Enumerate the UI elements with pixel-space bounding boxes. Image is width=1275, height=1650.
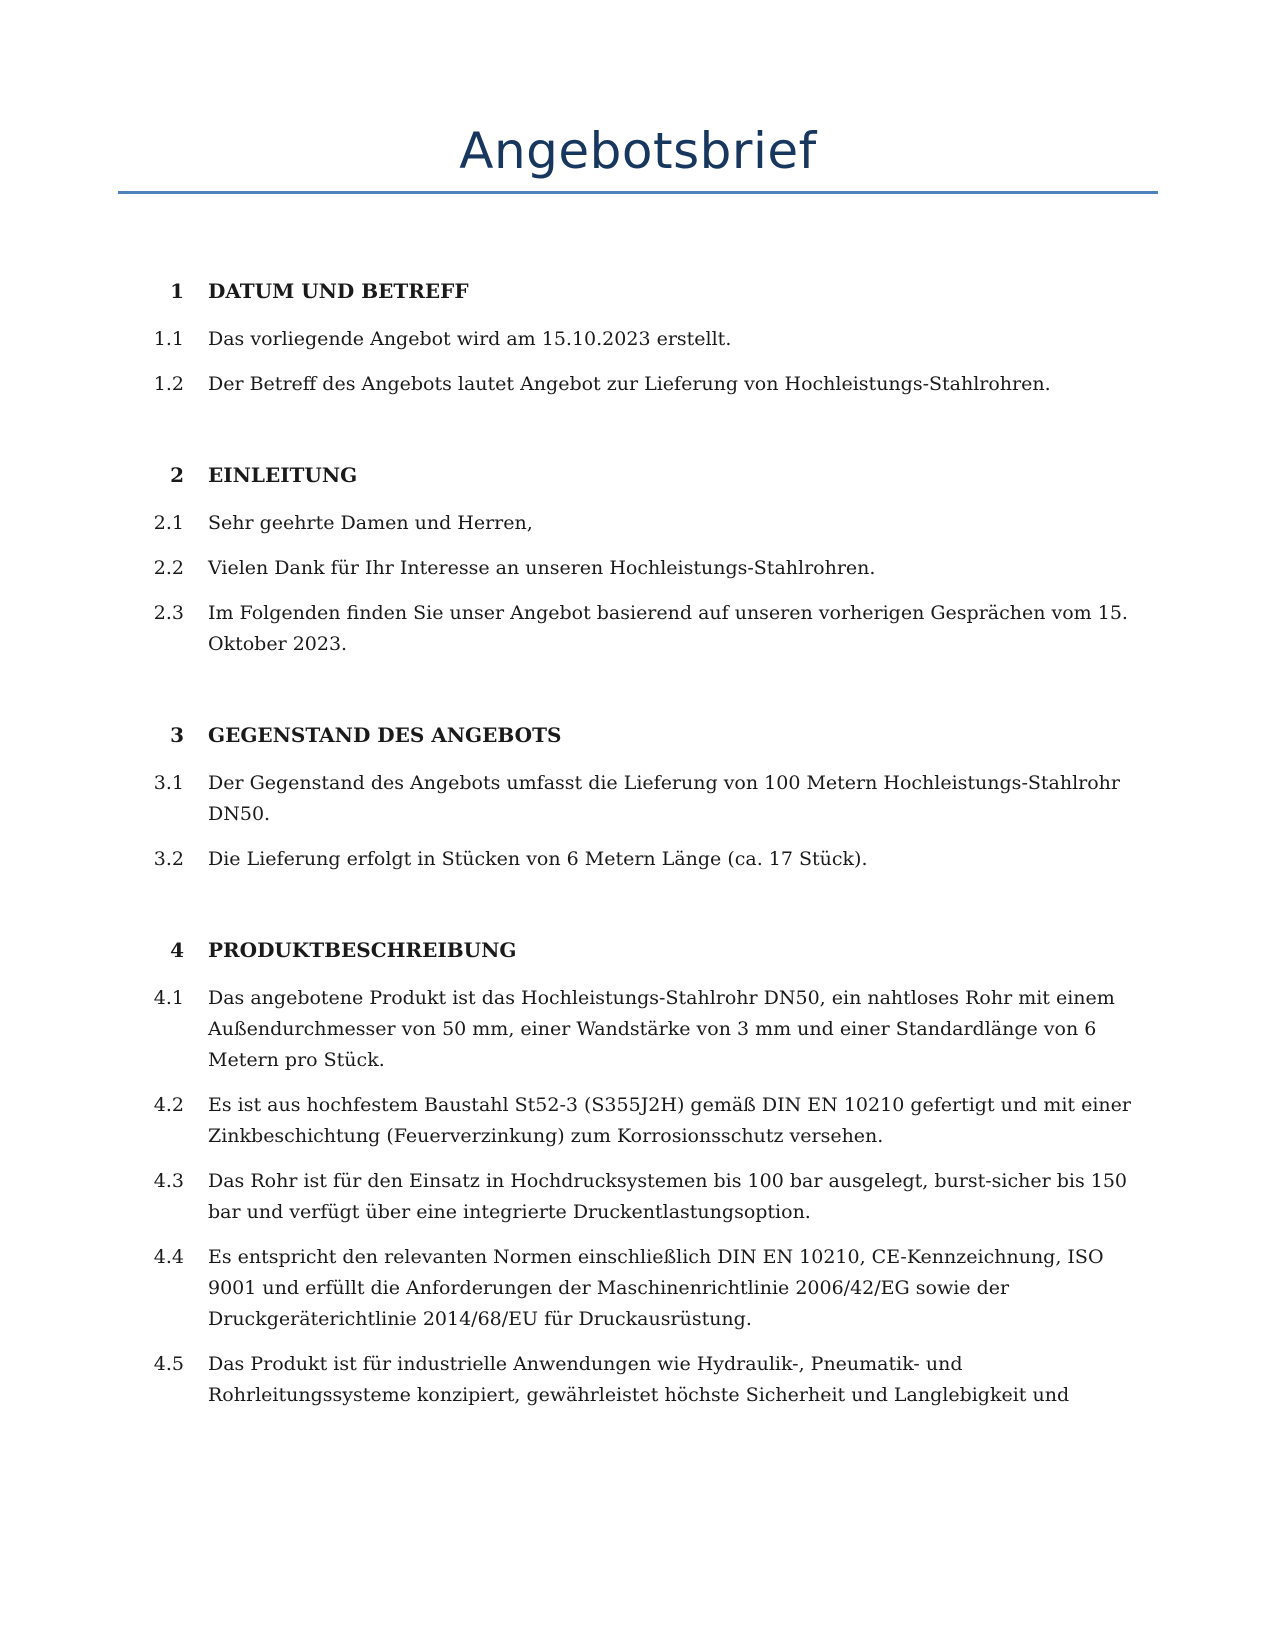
item-text: Es entspricht den relevanten Normen einschließlich DIN EN 10210, CE-Kennzeichnung, ISO 9001 und erfüllt die Anforderungen der Maschinenrichtlinie 2006/42/EG sowie der Druckgeräterichtlinie 2014/68/EU für Druckausrüstung. (208, 1246, 1104, 1330)
section-spacer (0, 660, 1275, 716)
item-text: Das vorliegende Angebot wird am 15.10.2023 erstellt. (208, 328, 732, 350)
title-underline (118, 191, 1158, 194)
document-body (0, 272, 1275, 1411)
item-number: 2.3 (153, 602, 184, 624)
list-item (0, 1090, 1275, 1152)
item-text: Vielen Dank für Ihr Interesse an unseren Hochleistungs-Stahlrohren. (208, 557, 876, 579)
section-heading (0, 931, 1275, 969)
section-heading (0, 716, 1275, 754)
item-number: 2.2 (153, 557, 184, 579)
item-number: 2.1 (153, 512, 184, 534)
item-text: Es ist aus hochfestem Baustahl St52-3 (S355J2H) gemäß DIN EN 10210 gefertigt und mit einer Zinkbeschichtung (Feuerverzinkung) zum Korrosionsschutz versehen. (208, 1094, 1131, 1147)
item-text: Der Betreff des Angebots lautet Angebot zur Lieferung von Hochleistungs-Stahlrohren. (208, 373, 1051, 395)
list-item (0, 844, 1275, 875)
section-spacer (0, 400, 1275, 456)
section-title: EINLEITUNG (208, 463, 358, 487)
section-heading (0, 272, 1275, 310)
list-item (0, 1349, 1275, 1411)
item-text: Das Produkt ist für industrielle Anwendungen wie Hydraulik-, Pneumatik- und Rohrleitungssysteme konzipiert, gewährleistet höchste Sicherheit und Langlebigkeit und (208, 1353, 1070, 1406)
section-title: GEGENSTAND DES ANGEBOTS (208, 723, 562, 747)
item-number: 4.2 (153, 1094, 184, 1116)
list-item (0, 1166, 1275, 1228)
item-text: Der Gegenstand des Angebots umfasst die Lieferung von 100 Metern Hochleistungs-Stahlrohr DN50. (208, 772, 1120, 825)
section-gegenstand (0, 716, 1275, 875)
item-number: 3.2 (153, 848, 184, 870)
item-number: 4.3 (153, 1170, 184, 1192)
list-item (0, 983, 1275, 1076)
list-item (0, 598, 1275, 660)
section-spacer (0, 875, 1275, 931)
item-number: 3.1 (153, 772, 184, 794)
list-item (0, 508, 1275, 539)
section-produktbeschreibung (0, 931, 1275, 1411)
list-item (0, 1242, 1275, 1335)
section-title: PRODUKTBESCHREIBUNG (208, 938, 517, 962)
item-number: 4.4 (153, 1246, 184, 1268)
item-text: Die Lieferung erfolgt in Stücken von 6 Metern Länge (ca. 17 Stück). (208, 848, 868, 870)
item-number: 1.2 (153, 373, 184, 395)
item-number: 4.1 (153, 987, 184, 1009)
list-item (0, 324, 1275, 355)
document-title: Angebotsbrief (459, 122, 817, 180)
list-item (0, 369, 1275, 400)
list-item (0, 553, 1275, 584)
item-number: 1.1 (153, 328, 184, 350)
item-number: 4.5 (153, 1353, 184, 1375)
section-number: 1 (170, 279, 184, 303)
list-item (0, 768, 1275, 830)
item-text: Das angebotene Produkt ist das Hochleistungs-Stahlrohr DN50, ein nahtloses Rohr mit einem Außendurchmesser von 50 mm, einer Wandstärke von 3 mm und einer Standardlänge von 6 Metern pro Stück. (208, 987, 1115, 1071)
item-text: Das Rohr ist für den Einsatz in Hochdrucksystemen bis 100 bar ausgelegt, burst-sicher bis 150 bar und verfügt über eine integrierte Druckentlastungsoption. (208, 1170, 1128, 1223)
section-number: 2 (170, 463, 184, 487)
section-heading (0, 456, 1275, 494)
section-datum-und-betreff (0, 272, 1275, 400)
section-number: 3 (170, 723, 184, 747)
section-einleitung (0, 456, 1275, 660)
section-number: 4 (170, 938, 184, 962)
item-text: Im Folgenden finden Sie unser Angebot basierend auf unseren vorherigen Gesprächen vom 15. Oktober 2023. (208, 602, 1128, 655)
item-text: Sehr geehrte Damen und Herren, (208, 512, 533, 534)
section-title: DATUM UND BETREFF (208, 279, 469, 303)
